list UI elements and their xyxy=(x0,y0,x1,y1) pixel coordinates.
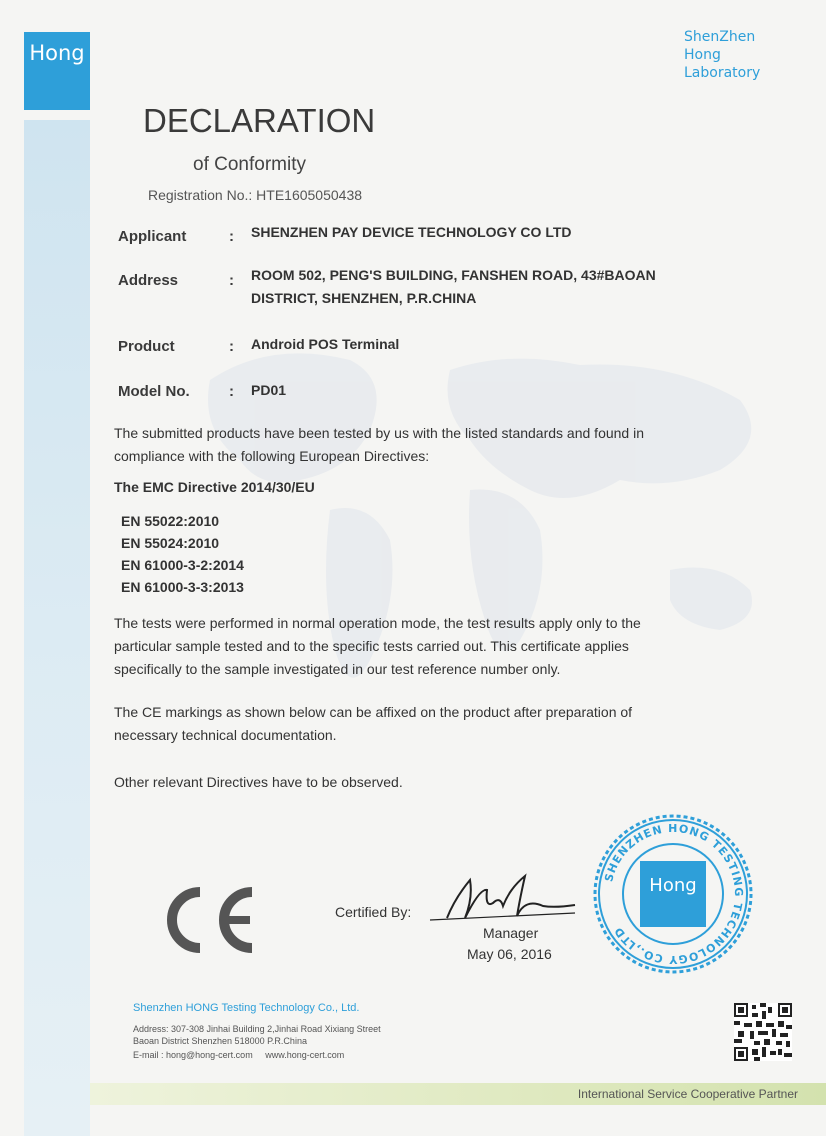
field-colon: : xyxy=(229,228,234,245)
hong-logo xyxy=(24,32,90,110)
signature-icon xyxy=(425,868,595,928)
svg-text:Hong: Hong xyxy=(649,875,697,896)
address-line: Baoan District Shenzhen 518000 P.R.China xyxy=(133,1036,307,1046)
text-line: compliance with the following European Directives: xyxy=(114,448,430,464)
certified-by-label: Certified By: xyxy=(335,904,412,920)
text-line: Other relevant Directives have to be observed. xyxy=(114,774,403,790)
footer-text: International Service Cooperative Partner xyxy=(577,1087,798,1101)
model-value xyxy=(251,379,286,402)
value-line: ROOM 502, PENG'S BUILDING, FANSHEN ROAD, 43#BAOAN xyxy=(251,267,656,283)
logo-text: Hong xyxy=(29,41,85,65)
lab-name xyxy=(684,28,760,82)
value-line: DISTRICT, SHENZHEN, P.R.CHINA xyxy=(251,290,477,306)
company-seal-icon xyxy=(592,813,754,975)
company-contact xyxy=(133,1050,354,1060)
ce-paragraph xyxy=(114,701,704,747)
registration-number: Registration No.: HTE1605050438 xyxy=(148,187,363,203)
document-subtitle: of Conformity xyxy=(193,154,306,175)
ce-mark-icon xyxy=(160,880,260,960)
company-email: E-mail : hong@hong-cert.com xyxy=(133,1050,253,1060)
tests-paragraph xyxy=(114,612,704,681)
text-line: The tests were performed in normal operation mode, the test results apply only to the xyxy=(114,615,641,631)
text-line: The CE markings as shown below can be affixed on the product after preparation of xyxy=(114,704,633,720)
document-title: DECLARATION xyxy=(143,102,376,139)
field-colon: : xyxy=(229,272,234,289)
standard-item: EN 61000-3-3:2013 xyxy=(121,579,244,595)
standard-item: EN 55024:2010 xyxy=(121,535,220,551)
applicant-label: Applicant xyxy=(118,228,187,245)
decorative-side-strip xyxy=(24,120,90,1136)
address-value xyxy=(251,264,656,310)
company-website: www.hong-cert.com xyxy=(265,1050,345,1060)
address-line: Address: 307-308 Jinhai Building 2,Jinhai Road Xixiang Street xyxy=(133,1024,381,1034)
signature-date: May 06, 2016 xyxy=(467,946,552,962)
svg-text:SHENZHEN HONG TESTING TECHNOLO: SHENZHEN HONG TESTING TECHNOLOGY CO.,LTD xyxy=(602,821,746,967)
signatory-role: Manager xyxy=(483,925,539,941)
text-line: necessary technical documentation. xyxy=(114,727,337,743)
text-line: specifically to the sample investigated in our test reference number only. xyxy=(114,661,561,677)
company-address xyxy=(133,1023,381,1047)
applicant-value xyxy=(251,221,572,244)
field-colon: : xyxy=(229,338,234,355)
text-line: particular sample tested and to the specific tests carried out. This certificate applies xyxy=(114,638,629,654)
standards-list xyxy=(121,510,244,598)
value-line: Android POS Terminal xyxy=(251,336,400,352)
address-label: Address xyxy=(118,272,179,289)
company-name: Shenzhen HONG Testing Technology Co., Ltd. xyxy=(133,1002,360,1014)
value-line: PD01 xyxy=(251,382,287,398)
standard-item: EN 55022:2010 xyxy=(121,513,220,529)
qr-code-icon xyxy=(734,1003,792,1061)
field-colon: : xyxy=(229,383,234,400)
value-line: SHENZHEN PAY DEVICE TECHNOLOGY CO LTD xyxy=(251,224,572,240)
lab-line: Hong xyxy=(684,47,721,63)
other-directives xyxy=(114,771,704,794)
emc-directive: The EMC Directive 2014/30/EU xyxy=(114,479,315,495)
intro-paragraph xyxy=(114,422,704,468)
text-line: The submitted products have been tested by us with the listed standards and found in xyxy=(114,425,644,441)
lab-line: Laboratory xyxy=(684,65,761,81)
product-label: Product xyxy=(118,338,175,355)
model-label: Model No. xyxy=(118,383,190,400)
standard-item: EN 61000-3-2:2014 xyxy=(121,557,244,573)
product-value xyxy=(251,333,399,356)
lab-line: ShenZhen xyxy=(684,29,756,45)
